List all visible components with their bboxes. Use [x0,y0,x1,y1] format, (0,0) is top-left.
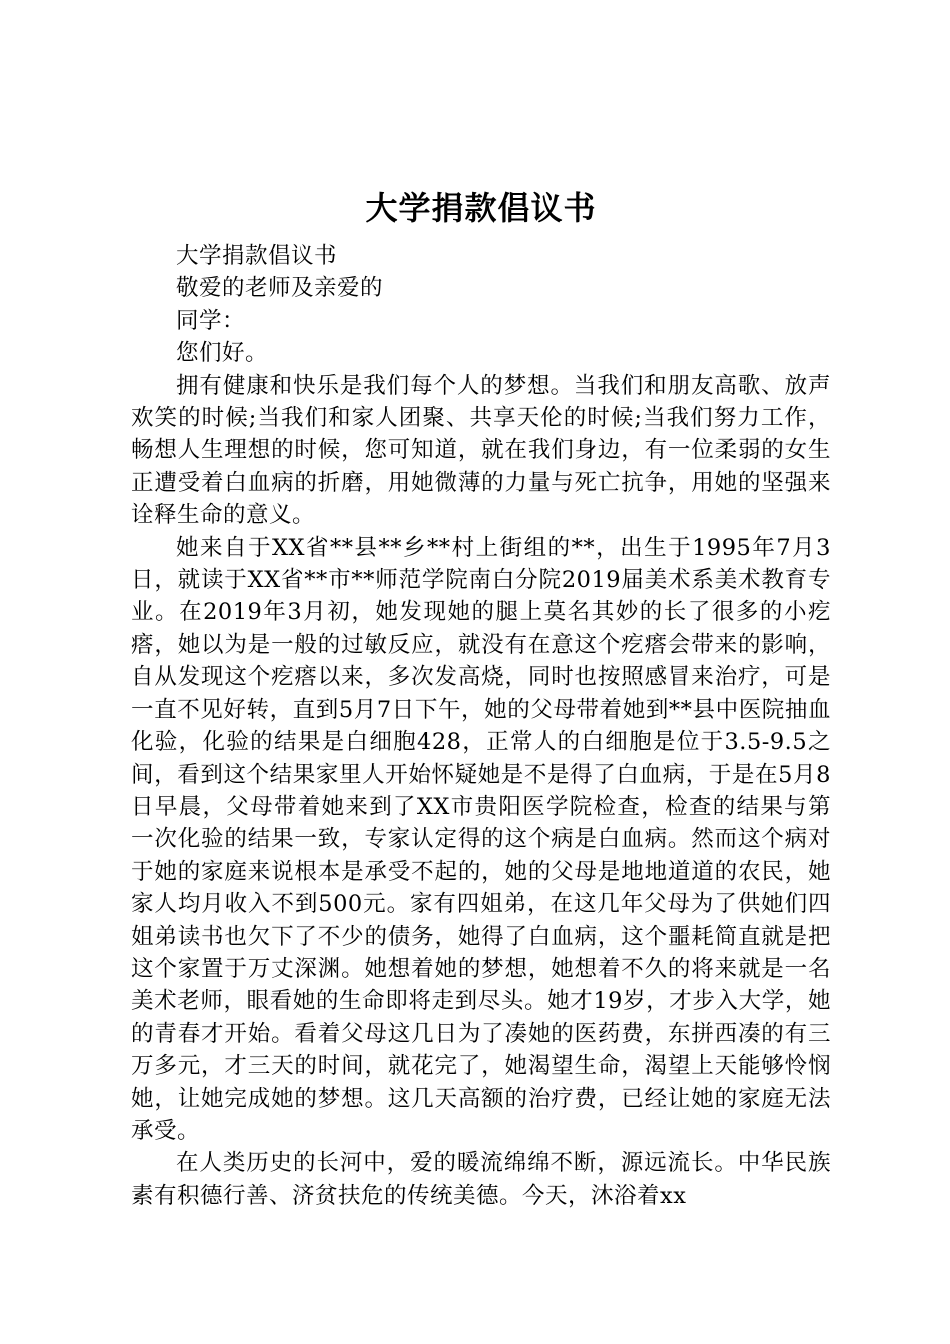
document-page [131,186,831,1212]
paragraph-intro: 拥有健康和快乐是我们每个人的梦想。当我们和朋友高歌、放声欢笑的时候;当我们和家人团聚、共享天伦的时候;当我们努力工作，畅想人生理想的时候，您可知道，就在我们身边，有一位柔弱的女生正遭受着白血病的折磨，用她微薄的力量与死亡抗争，用她的坚强来诠释生命的意义。 [131,372,831,529]
document-title: 大学捐款倡议书 [365,189,597,227]
salutation-line-2: 同学： [176,307,246,334]
salutation-line-1: 敬爱的老师及亲爱的 [176,275,384,302]
document-body [131,240,831,1212]
greeting-line: 您们好。 [176,340,269,367]
paragraph-story: 她来自于XX省**县**乡**村上街组的**，出生于1995年7月3日，就读于XX省**市**师范学院南白分院2019届美术系美术教育专业。在2019年3月初，她发现她的腿上莫名其妙的长了很多的小疙瘩，她以为是一般的过敏反应，就没有在意这个疙瘩会带来的影响，自从发现这个疙瘩以来，多次发高烧，同时也按照感冒来治疗，可是一直不见好转，直到5月7日下午，她的父母带着她到**县中医院抽血化验，化验的结果是白细胞428，正常人的白细胞是位于3.5-9.5之间，看到这个结果家里人开始怀疑她是不是得了白血病，于是在5月8日早晨，父母带着她来到了XX市贵阳医学院检查，检查的结果与第一次化验的结果一致，专家认定得的这个病是白血病。然而这个病对于她的家庭来说根本是承受不起的，她的父母是地地道道的农民，她家人均月收入不到500元。家有四姐弟，在这几年父母为了供她们四姐弟读书也欠下了不少的债务，她得了白血病，这个噩耗简直就是把这个家置于万丈深渊。她想着她的梦想，她想着不久的将来就是一名美术老师，眼看她的生命即将走到尽头。她才19岁，才步入大学，她的青春才开始。看着父母这几日为了凑她的医药费，东拼西凑的有三万多元，才三天的时间，就花完了，她渴望生命，渴望上天能够怜悯她，让她完成她的梦想。这几天高额的治疗费，已经让她的家庭无法承受。 [131,534,831,1144]
paragraph-appeal: 在人类历史的长河中，爱的暖流绵绵不断，源远流长。中华民族素有积德行善、济贫扶危的传统美德。今天，沐浴着xx [131,1150,831,1209]
subtitle-line: 大学捐款倡议书 [176,243,338,269]
